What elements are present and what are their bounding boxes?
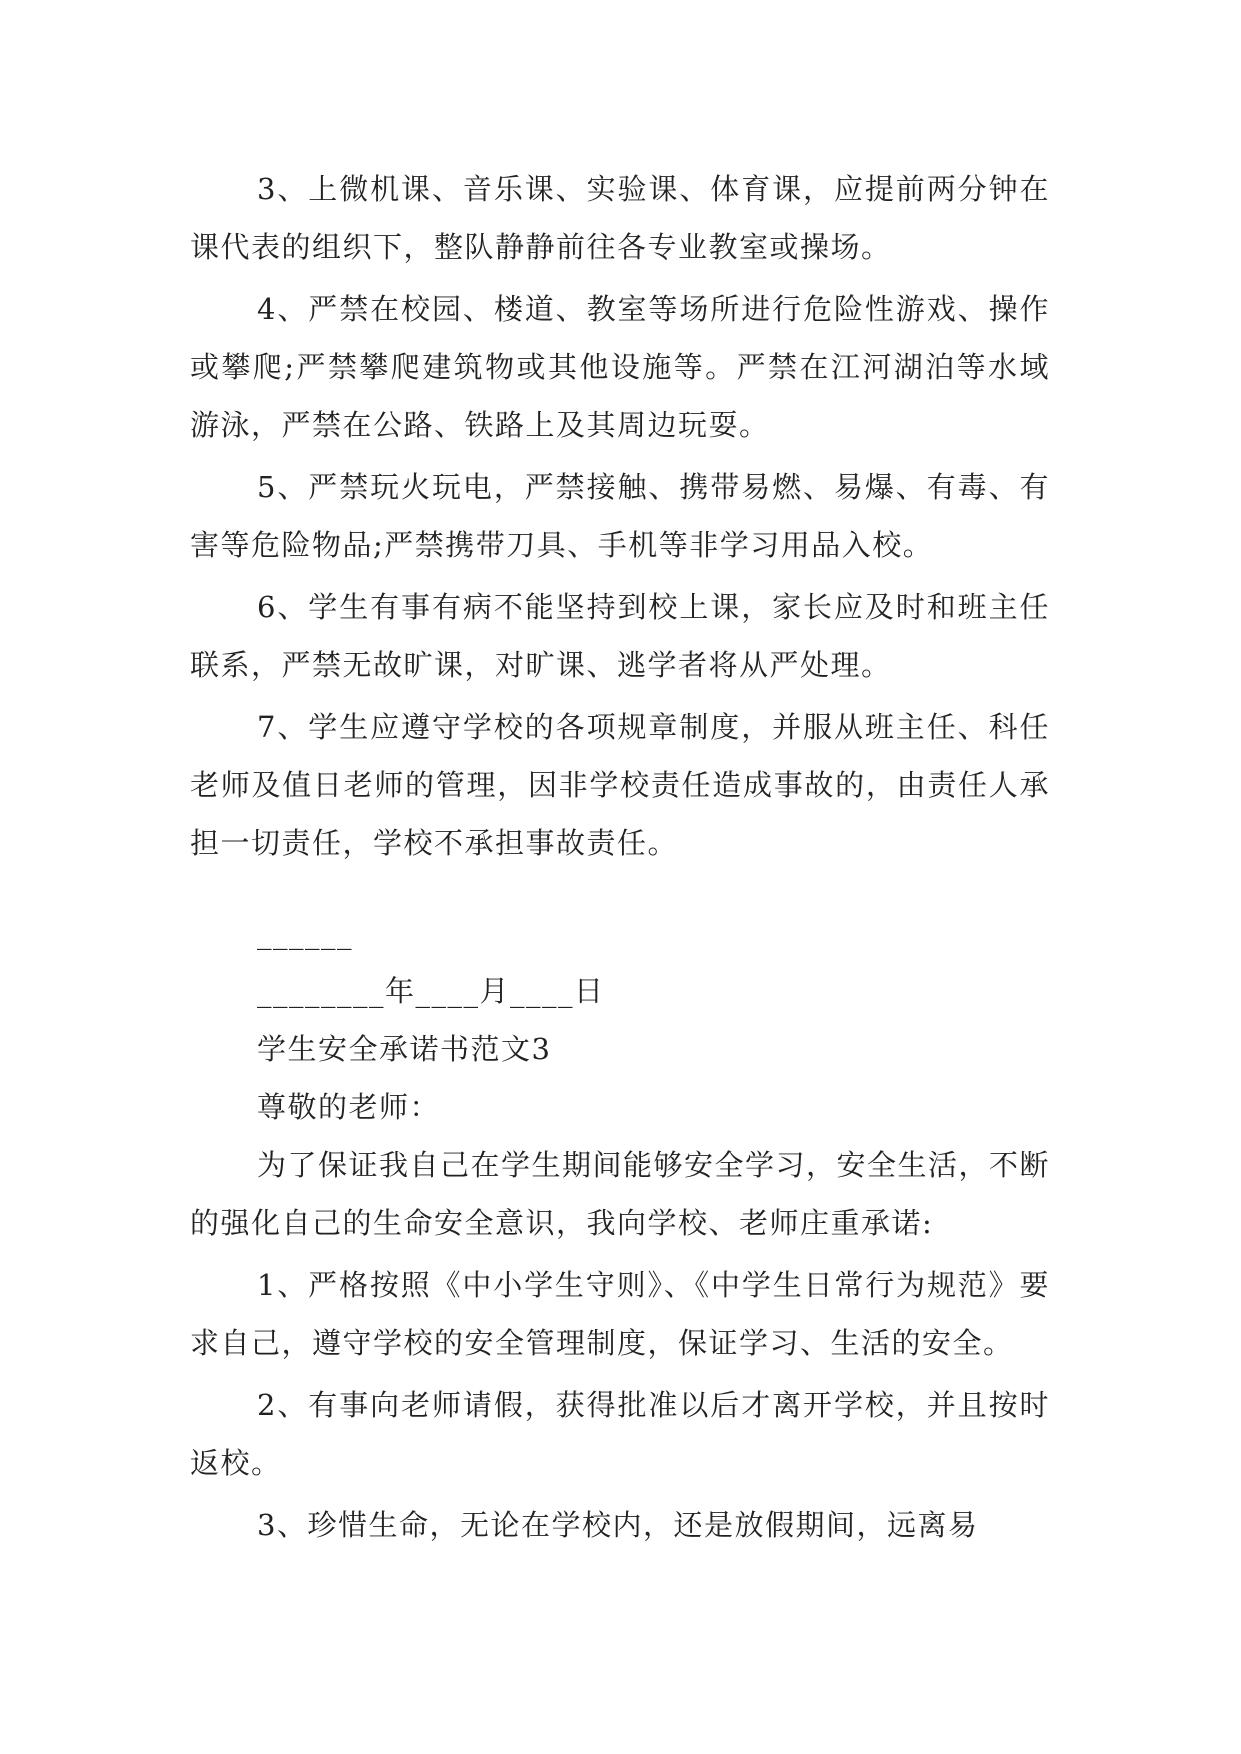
paragraph-promise-2: 2、有事向老师请假，获得批准以后才离开学校，并且按时返校。: [190, 1388, 1050, 1480]
paragraph-intro: 为了保证我自己在学生期间能够安全学习，安全生活，不断的强化自己的生命安全意识，我向学校、老师庄重承诺:: [190, 1148, 1051, 1240]
signature-line: ______: [257, 916, 353, 950]
section-title: 学生安全承诺书范文3: [257, 1032, 552, 1066]
spacer: [190, 876, 1050, 904]
paragraph-rule-5: 5、严禁玩火玩电，严禁接触、携带易燃、易爆、有毒、有害等危险物品;严禁携带刀具、手机等非学习用品入校。: [190, 470, 1050, 562]
salutation: 尊敬的老师：: [257, 1090, 441, 1124]
paragraph-rule-7: 7、学生应遵守学校的各项规章制度，并服从班主任、科任老师及值日老师的管理，因非学校责任造成事故的，由责任人承担一切责任，学校不承担事故责任。: [190, 710, 1050, 860]
paragraph-promise-1: 1、严格按照《中小学生守则》、《中学生日常行为规范》要求自己，遵守学校的安全管理制度，保证学习、生活的安全。: [190, 1268, 1050, 1360]
document-body: [190, 160, 1050, 1558]
paragraph-rule-3: 3、上微机课、音乐课、实验课、体育课，应提前两分钟在课代表的组织下，整队静静前往各专业教室或操场。: [190, 172, 1050, 264]
date-line: ________年____月____日: [257, 974, 605, 1008]
paragraph-rule-6: 6、学生有事有病不能坚持到校上课，家长应及时和班主任联系，严禁无故旷课，对旷课、逃学者将从严处理。: [190, 590, 1050, 682]
paragraph-promise-3: 3、珍惜生命，无论在学校内，还是放假期间，远离易: [257, 1508, 979, 1542]
paragraph-rule-4: 4、严禁在校园、楼道、教室等场所进行危险性游戏、操作或攀爬;严禁攀爬建筑物或其他设施等。严禁在江河湖泊等水域游泳，严禁在公路、铁路上及其周边玩耍。: [190, 292, 1050, 442]
